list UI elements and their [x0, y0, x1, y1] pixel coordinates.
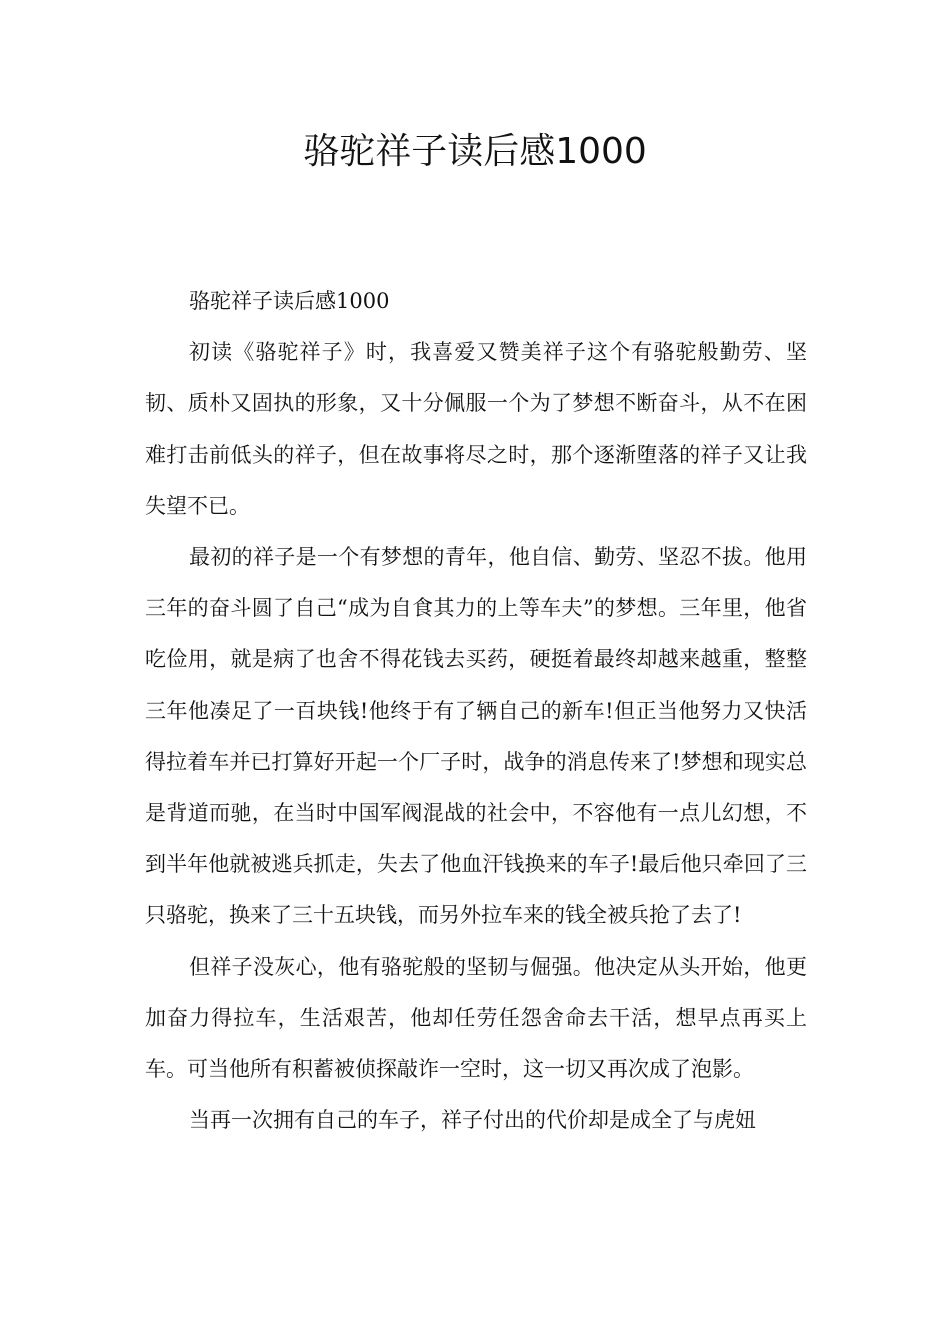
paragraph-subtitle: 骆驼祥子读后感1000 [189, 289, 390, 313]
paragraph: 初读《骆驼祥子》时，我喜爱又赞美祥子这个有骆驼般勤劳、坚韧、质朴又固执的形象，又十分佩服一个为了梦想不断奋斗，从不在困难打击前低头的祥子，但在故事将尽之时，那个逐渐堕落的祥子又让我失望不已。 [145, 340, 807, 518]
paragraph: 但祥子没灰心，他有骆驼般的坚韧与倔强。他决定从头开始，他更加奋力得拉车，生活艰苦，他却任劳任怨舍命去干活，想早点再买上车。可当他所有积蓄被侦探敲诈一空时，这一切又再次成了泡影。 [145, 954, 807, 1082]
document-body [145, 276, 807, 1146]
paragraph: 最初的祥子是一个有梦想的青年，他自信、勤劳、坚忍不拔。他用三年的奋斗圆了自己“成为自食其力的上等车夫”的梦想。三年里，他省吃俭用，就是病了也舍不得花钱去买药，硬挺着最终却越来越重，整整三年他凑足了一百块钱!他终于有了辆自己的新车!但正当他努力又快活得拉着车并已打算好开起一个厂子时，战争的消息传来了!梦想和现实总是背道而驰，在当时中国军阀混战的社会中，不容他有一点儿幻想，不到半年他就被逃兵抓走，失去了他血汗钱换来的车子!最后他只牵回了三只骆驼，换来了三十五块钱，而另外拉车来的钱全被兵抢了去了! [145, 545, 807, 928]
document-title: 骆驼祥子读后感1000 [303, 131, 647, 172]
paragraph: 当再一次拥有自己的车子，祥子付出的代价却是成全了与虎妞 [189, 1108, 756, 1133]
